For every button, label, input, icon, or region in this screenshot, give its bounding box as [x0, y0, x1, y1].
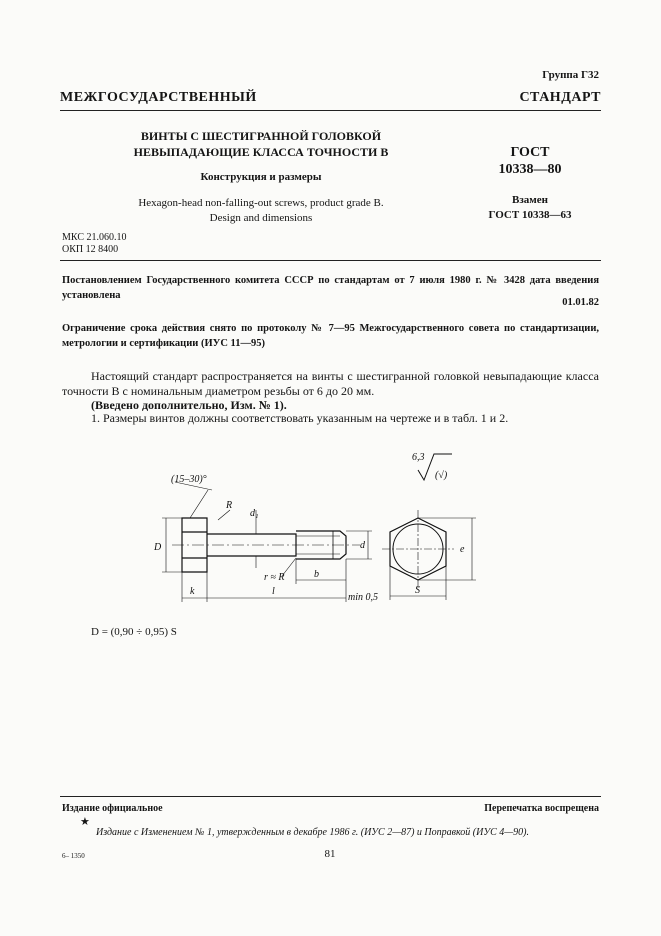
classification-codes: МКС 21.060.10 ОКП 12 8400: [62, 232, 127, 255]
header-rule: [60, 260, 601, 261]
r-label: R: [226, 500, 233, 511]
official-edition: Издание официальное: [62, 803, 163, 814]
formula: D = (0,90 ÷ 0,95) S: [91, 626, 177, 638]
thread-length-label: b: [314, 569, 319, 580]
head-height-label: k: [190, 586, 195, 597]
page-number: 81: [324, 848, 336, 860]
title-en: Hexagon-head non-falling-out screws, product grade B. Design and dimensions: [138, 197, 384, 224]
roughness-other: (√): [435, 470, 448, 481]
length-label: l: [272, 586, 275, 597]
banner-rule: [60, 110, 601, 111]
head-diameter-label: D: [154, 542, 162, 553]
roughness-value: 6,3: [412, 452, 425, 463]
decree-text: Постановлением Государственного комитета СССР по стандартам от 7 июля 1980 г. № 3428 дата введения установлена: [62, 275, 599, 301]
group-code: Группа Г32: [542, 69, 599, 81]
angle-label: (15–30)°: [171, 474, 207, 485]
paragraph-dimensions: 1. Размеры винтов должны соответствовать указанным на чертеже и в табл. 1 и 2.: [91, 411, 509, 425]
thread-diameter-label: d: [360, 540, 365, 551]
footer-rule: [60, 796, 601, 797]
print-code: 6– 1350: [62, 852, 85, 860]
screw-drawing: [150, 440, 490, 610]
subtitle: Конструкция и размеры: [200, 171, 322, 183]
replaces-gost: Взамен ГОСТ 10338—63: [488, 194, 572, 221]
hex-e-label: e: [460, 544, 465, 555]
min-label: min 0,5: [348, 592, 378, 603]
intro-date: 01.01.82: [562, 297, 599, 308]
reprint-forbidden: Перепечатка воспрещена: [484, 803, 599, 814]
edition-note: Издание с Изменением № 1, утвержденным в декабре 1986 г. (ИУС 2—87) и Поправкой (ИУС 4—90).: [96, 827, 529, 838]
standard-banner: МЕЖГОСУДАРСТВЕННЫЙ СТАНДАРТ: [60, 90, 601, 105]
star-icon: ★: [80, 816, 90, 828]
title-ru: ВИНТЫ С ШЕСТИГРАННОЙ ГОЛОВКОЙ НЕВЫПАДАЮЩИЕ КЛАССА ТОЧНОСТИ В: [133, 129, 389, 159]
gost-number: ГОСТ 10338—80: [498, 145, 562, 177]
hex-s-label: S: [415, 585, 420, 596]
d1-label: d₁: [250, 508, 259, 519]
r-approx-label: r ≈ R: [264, 572, 285, 583]
paragraph-scope: Настоящий стандарт распространяется на винты с шестигранной головкой невыпадающие класса точности В с номинальным диаметром резьбы от 6 до 20 мм.: [62, 369, 599, 398]
paragraph-amendment: (Введено дополнительно, Изм. № 1).: [91, 398, 287, 412]
limit-text: Ограничение срока действия снято по протоколу № 7—95 Межгосударственного совета по стандартизации, метрологии и сертификации (ИУС 11—95): [62, 323, 599, 349]
